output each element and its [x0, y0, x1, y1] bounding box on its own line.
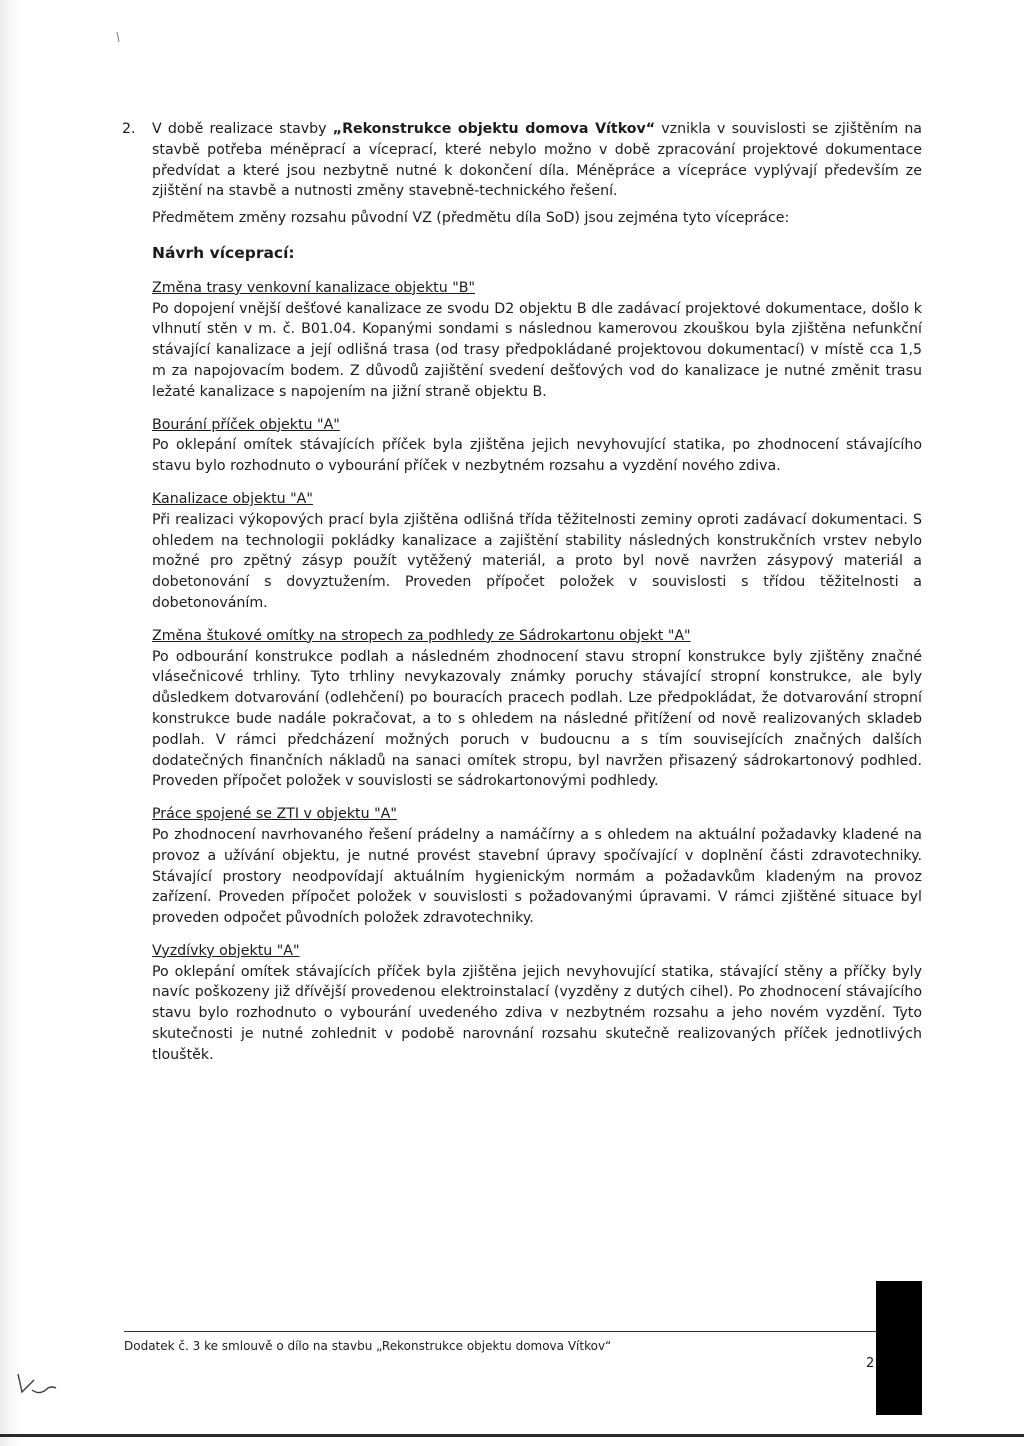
section-heading: Změna trasy venkovní kanalizace objektu "B"	[152, 279, 476, 296]
section-body: Při realizaci výkopových prací byla zjištěna odlišná třída těžitelnosti zeminy oproti zadávací dokumentaci. S ohledem na technologii pokládky kanalizace a zajištění stability následných konstrukčních vrstev nebylo možné pro zpětný zásyp použít vytěžený materiál, a proto byl nově navržen zásypový materiál a dobetonování s dovyztužením. Proveden přípočet položek v souvislosti s třídou těžitelnosti a dobetonováním.	[152, 511, 922, 611]
item-paragraph	[152, 119, 922, 202]
footer-divider	[124, 1331, 906, 1332]
item-lead: V době realizace stavby	[152, 121, 333, 137]
scan-bottom-border	[0, 1434, 1024, 1437]
section-block	[152, 804, 922, 929]
section-block	[152, 415, 922, 477]
item-number: 2.	[122, 121, 136, 137]
section-body: Po zhodnocení navrhovaného řešení prádelny a namáčírny a s ohledem na aktuální požadavky kladené na provoz a užívání objektu, je nutné provést stavební úpravy spočívající v doplnění části zdravotechniky. Stávající prostory neodpovídají aktuálním hygienickým normám a požadavkům kladeným na provoz zařízení. Proveden přípočet položek v souvislosti s požadovanými úpravami. V rámci zjištěné situace byl proveden odpočet původních položek zdravotechniky.	[152, 826, 922, 927]
section-heading: Bourání příček objektu "A"	[152, 416, 340, 433]
section-title: Návrh víceprací:	[152, 243, 295, 262]
pen-tick-mark	[114, 30, 124, 48]
item-rest: vznikla v souvislosti se zjištěním na stavbě potřeba méněprací a víceprací, které nebylo možno v době zpracování projektové dokumentace předvídat a které jsou nezbytně nutné k dokončení díla. Méněpráce a vícepráce vyplývají především ze zjištění na stavbě a nutnosti změny stavebně-technického řešení.	[152, 121, 923, 200]
page-number: 2	[866, 1356, 875, 1371]
section-block	[152, 278, 922, 403]
scan-shadow-edge	[0, 0, 22, 1446]
section-block	[152, 941, 922, 1066]
numbered-item	[122, 119, 923, 202]
section-heading: Vyzdívky objektu "A"	[152, 942, 300, 959]
section-body: Po odbourání konstrukce podlah a následném zhodnocení stavu stropní konstrukce byly zjištěny značné vlásečnicové trhliny. Tyto trhliny nevykazovaly známky poruchy stávající stropní konstrukce, ale byly důsledkem dotvarování (odlehčení) po bouracích pracech podlah. Lze předpokládat, že dotvarování stropní konstrukce bude nadále pokračovat, a to s ohledem na následné přitížení od nově realizovaných skladeb podlah. V rámci předcházení možných poruch v budoucnu a s tím souvisejících značných dalších dodatečných finančních nákladů na sanaci omítek stropu, byl navržen přisazený sádrokartonový podhled. Proveden přípočet položek v souvislosti se sádrokartonovými podhledy.	[152, 648, 922, 790]
project-name: „Rekonstrukce objektu domova Vítkov“	[332, 121, 656, 137]
section-block	[152, 626, 922, 792]
footer-text: Dodatek č. 3 ke smlouvě o dílo na stavbu „Rekonstrukce objektu domova Vítkov“	[124, 1339, 612, 1353]
handwritten-scribble	[12, 1370, 60, 1404]
section-heading: Práce spojené se ZTI v objektu "A"	[152, 806, 397, 823]
section-body: Po oklepání omítek stávajících příček byla zjištěna jejich nevyhovující statika, stávající stěny a příčky byly navíc poškozeny již dřívější provedenou elektroinstalací (vyzděny z dutých cihel). Po zhodnocení stávajícího stavu bylo rozhodnuto o vybourání uvedeného zdiva v nezbytném rozsahu a jeho novém vyzdění. Tyto skutečnosti je nutné zohlednit v podobě narovnání rozsahu skutečně realizovaných příček jednotlivých tlouštěk.	[152, 963, 922, 1063]
section-block	[152, 489, 922, 614]
sections-list	[152, 278, 922, 1066]
intro-paragraph: Předmětem změny rozsahu původní VZ (předmětu díla SoD) jsou zejména tyto vícepráce:	[152, 210, 790, 227]
section-body: Po dopojení vnější dešťové kanalizace ze svodu D2 objektu B dle zadávací projektové dokumentace, došlo k vlhnutí stěn v m. č. B01.04. Kopanými sondami s následnou kamerovou zkouškou byla zjištěna nefunkční stávající kanalizace a její odlišná trasa (od trasy předpokládané projektovou dokumentací) v místě cca 1,5 m za napojovacím bodem. Z důvodů zajištění svedení dešťových vod do kanalizace je nutné změnit trasu ležaté kanalizace s napojením na jižní straně objektu B.	[152, 300, 922, 400]
section-body: Po oklepání omítek stávajících příček byla zjištěna jejich nevyhovující statika, po zhodnocení stávajícího stavu bylo rozhodnuto o vybourání příček v nezbytném rozsahu a vyzdění nového zdiva.	[152, 437, 922, 475]
redaction-block	[876, 1281, 922, 1415]
document-body	[122, 119, 923, 1066]
section-heading: Kanalizace objektu "A"	[152, 490, 313, 507]
section-heading: Změna štukové omítky na stropech za podhledy ze Sádrokartonu objekt "A"	[152, 627, 691, 644]
